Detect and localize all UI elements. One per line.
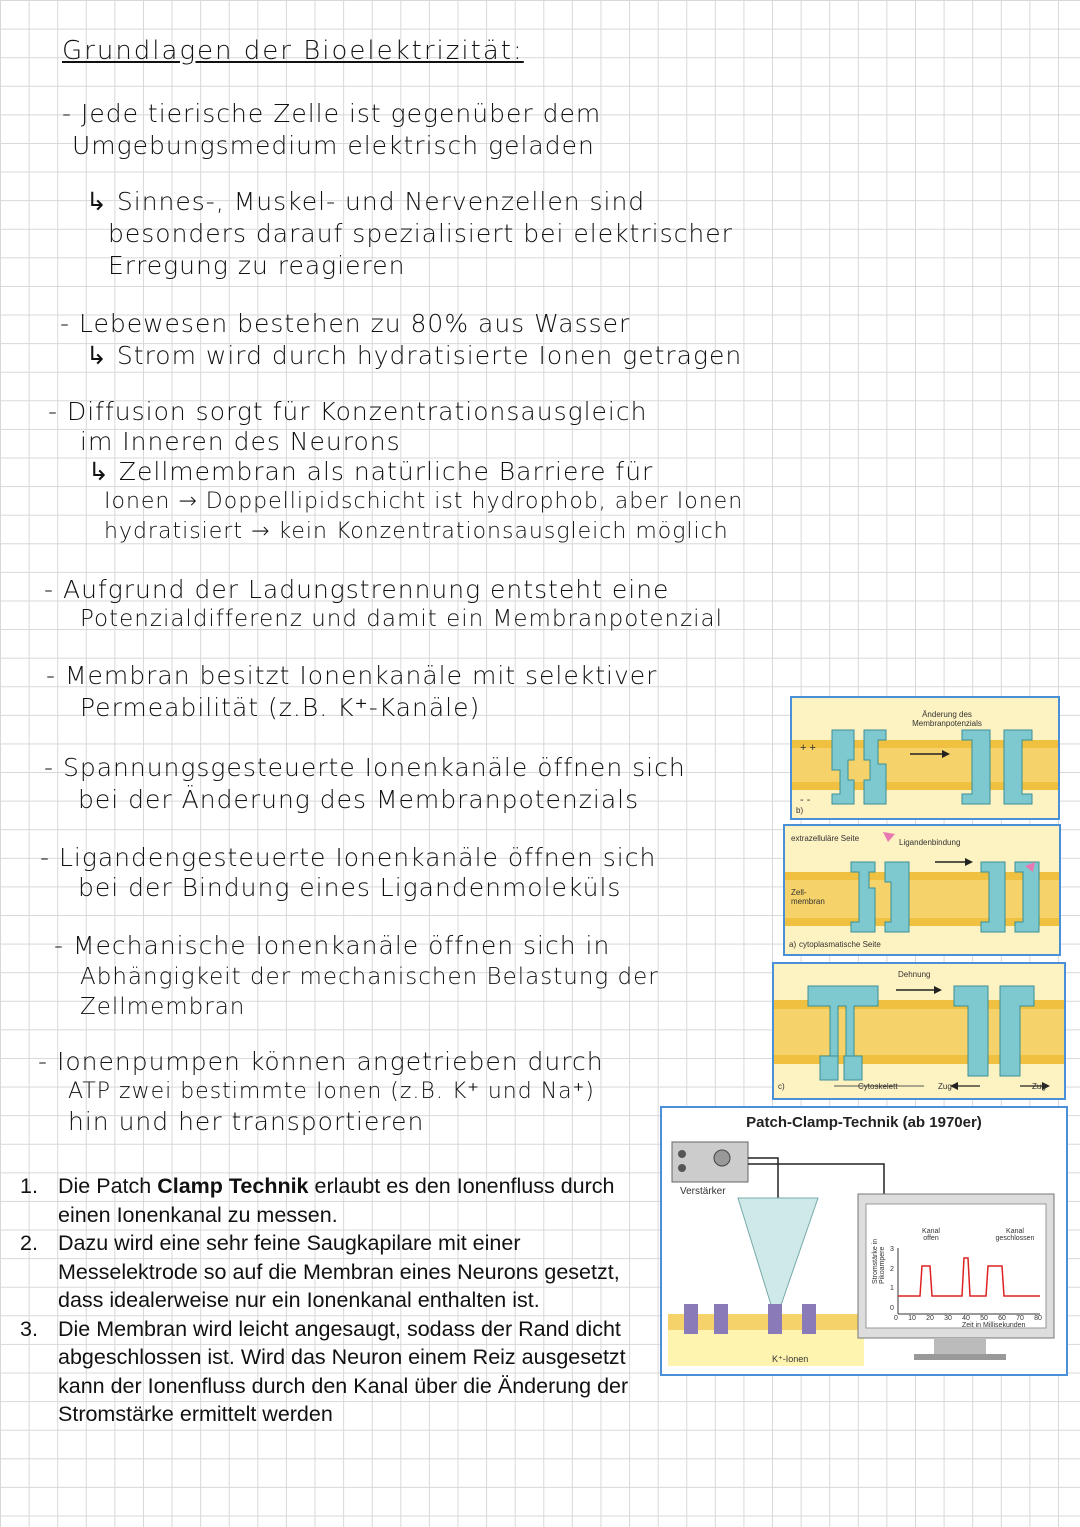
- note-line: - Aufgrund der Ladungstrennung entsteht eine: [44, 575, 670, 604]
- note-line: hydratisiert → kein Konzentrationsausgleich möglich: [104, 519, 729, 544]
- note-line: Potenzialdifferenz und damit ein Membranpotenzial: [80, 606, 724, 632]
- channel-closed-label: Kanal geschlossen: [995, 1228, 1035, 1242]
- x-tick: 80: [1034, 1315, 1042, 1322]
- x-ticks: [894, 1315, 1042, 1322]
- note-line: ↳ Sinnes-, Muskel- und Nervenzellen sind: [86, 187, 646, 216]
- note-line: bei der Bindung eines Ligandenmoleküls: [78, 873, 622, 902]
- x-tick: 10: [908, 1315, 916, 1322]
- note-line: - Mechanische Ionenkanäle öffnen sich in: [54, 931, 611, 960]
- patch-clamp-figure: [660, 1106, 1068, 1376]
- fig-c-letter: c): [778, 1082, 785, 1091]
- cell-membrane-label: Zell-membran: [791, 888, 825, 906]
- note-line: Permeabilität (z.B. K⁺-Kanäle): [80, 693, 481, 722]
- ligand-binding-label: Ligandenbindung: [899, 838, 961, 847]
- pull-label-right: Zug: [1032, 1082, 1046, 1091]
- note-line: Umgebungsmedium elektrisch geladen: [72, 131, 595, 160]
- note-line: - Membran besitzt Ionenkanäle mit selektiver: [46, 661, 658, 690]
- note-line: besonders darauf spezialisiert bei elektrischer: [108, 219, 733, 248]
- notes-title: Grundlagen der Bioelektrizität:: [62, 36, 524, 66]
- y-axis-label: Stromstärke in Pikoampere: [872, 1238, 886, 1284]
- x-tick: 60: [998, 1315, 1006, 1322]
- step-item: [20, 1229, 645, 1315]
- step-number: 3.: [20, 1316, 38, 1341]
- note-line: - Lebewesen bestehen zu 80% aus Wasser: [60, 309, 631, 338]
- k-ions-label: K⁺-Ionen: [772, 1354, 809, 1364]
- y-tick: 0: [890, 1304, 894, 1312]
- figure-mechanical-channel: [772, 962, 1066, 1100]
- membrane-illustration: [774, 964, 1064, 1098]
- cytoplasmic-side-label: cytoplasmatische Seite: [799, 940, 881, 949]
- fig-b-top-label: Änderung des Membranpotenzials: [912, 710, 982, 728]
- patch-clamp-title: Patch-Clamp-Technik (ab 1970er): [746, 1114, 982, 1131]
- charge-plus: + +: [800, 742, 816, 754]
- x-tick: 0: [894, 1315, 898, 1322]
- note-line: Zellmembran: [80, 994, 246, 1020]
- extracellular-side-label: extrazelluläre Seite: [791, 834, 860, 843]
- step-text: Die Patch Clamp Technik erlaubt es den Ionenfluss durch einen Ionenkanal zu messen.: [58, 1174, 615, 1227]
- note-line: Ionen → Doppellipidschicht ist hydrophob, aber Ionen: [104, 489, 744, 514]
- amplifier-label: Verstärker: [680, 1186, 726, 1197]
- y-tick: 3: [890, 1246, 894, 1253]
- step-number: 1.: [20, 1174, 38, 1198]
- step-text: Die Membran wird leicht angesaugt, sodass der Rand dicht abgeschlossen ist. Wird das Neuron einem Reiz ausgesetzt kann der Ionenfluss durch den Kanal über die Änderung der Stromstärke ermittelt werden: [58, 1316, 629, 1426]
- x-tick: 70: [1016, 1315, 1024, 1322]
- y-ticks: [890, 1246, 894, 1312]
- step-text: Dazu wird eine sehr feine Saugkapilare mit einer Messelektrode so auf die Membran eines Neurons gesetzt, dass idealerweise nur ein Ionenkanal enthalten ist.: [58, 1231, 620, 1312]
- x-axis-label: Zeit in Millisekunden: [962, 1322, 1026, 1329]
- pull-label-left: Zug: [938, 1082, 952, 1091]
- patch-clamp-steps: [20, 1172, 645, 1429]
- note-line: - Jede tierische Zelle ist gegenüber dem: [62, 99, 602, 128]
- step-item: [20, 1172, 645, 1229]
- note-line: bei der Änderung des Membranpotenzials: [78, 785, 640, 814]
- note-line: im Inneren des Neurons: [80, 427, 401, 456]
- note-line: Erregung zu reagieren: [108, 251, 406, 280]
- note-line: - Diffusion sorgt für Konzentrationsausgleich: [48, 397, 648, 426]
- note-line: - Ligandengesteuerte Ionenkanäle öffnen sich: [40, 843, 657, 872]
- step-item: [20, 1315, 645, 1429]
- note-line: Abhängigkeit der mechanischen Belastung der: [80, 964, 659, 990]
- figure-voltage-gated-channel: [790, 696, 1060, 820]
- figure-ligand-gated-channel: [783, 824, 1061, 956]
- channel-open-label: Kanal offen: [922, 1228, 940, 1242]
- cytoskeleton-label: Cytoskelett: [858, 1082, 898, 1091]
- fig-b-letter: b): [796, 806, 804, 815]
- note-line: ↳ Zellmembran als natürliche Barriere für: [88, 457, 654, 486]
- stretch-label: Dehnung: [898, 970, 931, 979]
- x-tick: 20: [926, 1315, 934, 1322]
- note-line: ↳ Strom wird durch hydratisierte Ionen getragen: [86, 341, 743, 370]
- step-number: 2.: [20, 1231, 38, 1255]
- note-line: ATP zwei bestimmte Ionen (z.B. K⁺ und Na⁺): [68, 1079, 595, 1104]
- x-tick: 50: [980, 1315, 988, 1322]
- x-tick: 40: [962, 1315, 970, 1322]
- charge-minus: - -: [800, 794, 811, 806]
- y-tick: 1: [890, 1285, 894, 1293]
- note-line: - Spannungsgesteuerte Ionenkanäle öffnen sich: [44, 753, 686, 782]
- fig-a-letter: a): [789, 940, 797, 949]
- x-tick: 30: [944, 1315, 952, 1322]
- note-line: - Ionenpumpen können angetrieben durch: [38, 1047, 604, 1076]
- note-line: hin und her transportieren: [68, 1107, 425, 1136]
- y-tick: 2: [890, 1265, 894, 1273]
